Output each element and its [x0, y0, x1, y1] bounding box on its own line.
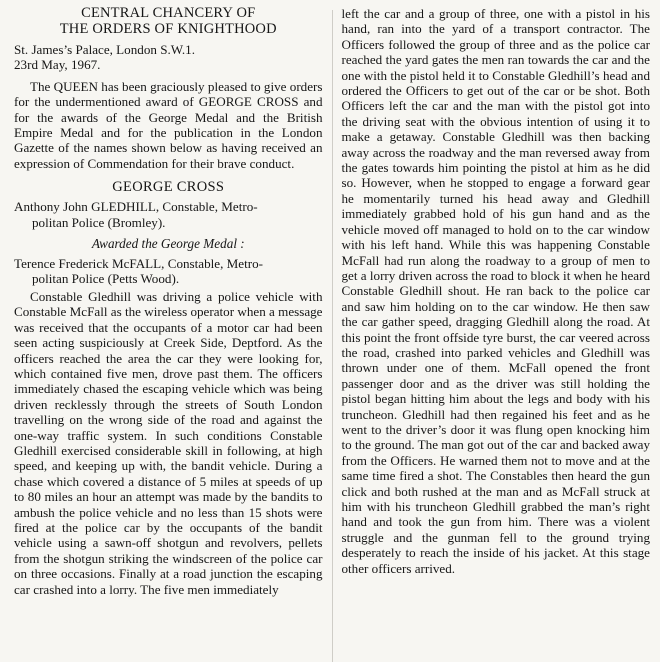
narrative-right: left the car and a group of three, one with a pistol in his hand, ran into the yard of a transport contractor. The Officers followed the group of three and as the police car reached the yard gates the men ran towards the car and the one with the pistol held it to Constable Gledhill’s head and ordered the Officers to get out of the car or be shot. Both Officers left the car and the man with the pistol got into the driving seat with the obvious intention of using it to make a getaway. Constable Gledhill was then backing away across the roadway and the man reversed away from the gates towards him pointing the pistol at him as he did so. However, when he stopped to engage a forward gear he momentarily turned his head away and Gledhill immediately grabbed hold of his gun hand and as the vehicle moved off managed to hold on to the car window with his left hand. While this was happening Constable McFall had run along the roadway to a group of men to get a lorry driven across the road to block it when he heard Constable Gledhill shout. He ran back to the police car and saw him holding on to the car window. He then saw the car gather speed, dragging Gledhill along the road. At this point the front offside tyre burst, the car veered across the road, crashed into parked vehicles and Gledhill was thrown under one of them. McFall opened the front passenger door and as the driver was still holding the pistol began hitting him about the legs and body with his truncheon. Gledhill had then regained his feet and as he went to the driver’s door it was flung open knocking him to the ground. The man got out of the car and backed away from the Officers. He warned them not to move and at the same time fired a shot. The Constables then heard the gun click and both rushed at the man and as McFall struck at him with his truncheon Gledhill grabbed the man’s right hand and took the gun from him. There was a violent struggle and the gunman fell to the ground trying desperately to reach the inside of his jacket. At this stage other officers arrived. [341, 6, 650, 576]
title-line-2: THE ORDERS OF KNIGHTHOOD [59, 20, 277, 37]
george-medal-recipient [14, 256, 323, 287]
george-medal-recipient-line-2: politan Police (Petts Wood). [32, 271, 180, 287]
intro-paragraph: The QUEEN has been graciously pleased to give orders for the undermentioned award of GEORGE CROSS and for the awards of the George Medal and the British Empire Medal and for the publication in the London Gazette of the names shown below as having received an expression of Commendation for their brave conduct. [14, 78, 323, 171]
date-line: 23rd May, 1967. [14, 57, 101, 73]
left-column [14, 6, 332, 662]
george-cross-recipient [14, 199, 323, 230]
right-column [333, 6, 651, 662]
two-column-layout [14, 6, 650, 662]
george-cross-recipient-line-1: Anthony John GLEDHILL, Constable, Metro- [14, 199, 258, 215]
george-medal-heading: Awarded the George Medal : [91, 236, 245, 252]
title-line-1: CENTRAL CHANCERY OF [81, 6, 256, 21]
page-title [14, 6, 323, 37]
place-line: St. James’s Palace, London S.W.1. [14, 42, 195, 57]
narrative-left: Constable Gledhill was driving a police vehicle with Constable McFall as the wireless operator when a message was received that the occupants of a motor car had been seen acting suspiciously at Creek Side, Deptford. As the officers reached the area the car they were looking for, which contained five men, drove past them. The officers immediately chased the escaping vehicle which was being driven recklessly through the streets of South London travelling on the wrong side of the road and against the one-way traffic system. In such conditions Constable Gledhill exercised considerable skill in following, at high speed, and keeping up with, the bandit vehicle. During a chase which covered a distance of 5 miles at speeds of up to 80 miles an hour an attempt was made by the bandits to ambush the police vehicle and no less than 15 shots were fired at the police car by the occupants of the bandit vehicle using a sawn-off shotgun and revolvers, pellets from the shotgun striking the windscreen of the police car on three occasions. Finally at a road junction the escaping car crashed into a lorry. The five men immediately [14, 288, 323, 597]
george-cross-heading: GEORGE CROSS [112, 179, 225, 196]
george-cross-recipient-line-2: politan Police (Bromley). [32, 214, 166, 230]
george-medal-recipient-line-1: Terence Frederick McFALL, Constable, Metro- [14, 256, 263, 272]
